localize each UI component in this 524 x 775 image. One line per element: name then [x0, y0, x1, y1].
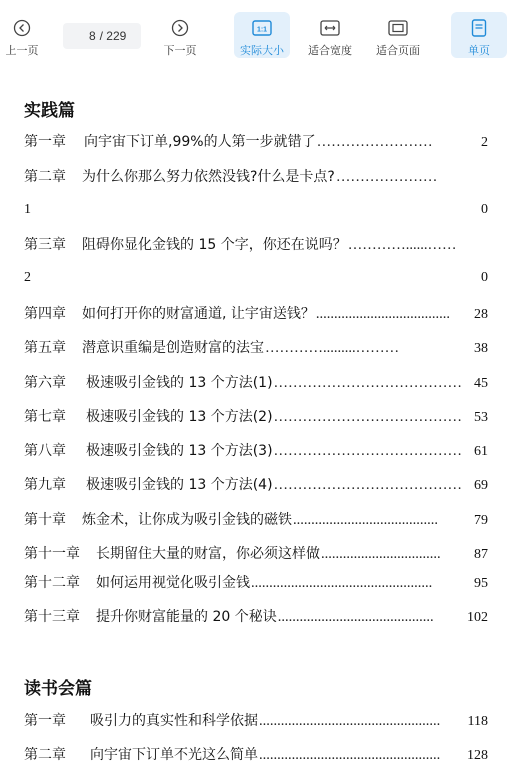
toc-row[interactable]	[24, 744, 488, 766]
toc-leader-dots: …………………	[335, 169, 438, 185]
section-heading-practice: 实践篇	[24, 101, 75, 121]
section-heading-reading-club: 读书会篇	[24, 679, 92, 699]
actual-size-label: 实际大小	[240, 45, 284, 57]
toc-title: 如何打开你的财富通道, 让宇宙送钱？	[82, 306, 315, 322]
fit-page-icon	[388, 18, 408, 38]
toc-page-number: 45	[474, 376, 488, 391]
toc-row[interactable]	[24, 337, 488, 359]
fit-page-label: 适合页面	[376, 45, 420, 57]
toc-wrap-left: 1	[24, 202, 31, 217]
toc-chapter: 第十一章	[24, 546, 80, 562]
toc-chapter: 第一章	[24, 134, 66, 150]
single-page-icon	[471, 18, 487, 38]
toc-row[interactable]	[24, 131, 488, 153]
toc-wrap-left: 2	[24, 270, 31, 285]
actual-size-button[interactable]	[234, 12, 290, 58]
prev-page-label: 上一页	[5, 45, 39, 57]
prev-page-button[interactable]	[2, 12, 42, 58]
toc-chapter: 第一章	[24, 713, 66, 729]
viewer-toolbar	[0, 0, 524, 68]
single-page-button[interactable]	[451, 12, 507, 58]
toc-page-number: 61	[474, 444, 488, 459]
toc-wrap-row	[24, 202, 488, 218]
toc-row[interactable]	[24, 372, 488, 394]
toc-title: 极速吸引金钱的 13 个方法(3)	[86, 443, 273, 459]
toc-page-number: 2	[481, 135, 488, 150]
toc-page-number: 28	[474, 307, 488, 322]
svg-text:1:1: 1:1	[256, 26, 268, 34]
toc-leader-dots: ………….........………	[265, 340, 400, 356]
toc-title: 提升你财富能量的 20 个秘诀	[96, 609, 277, 625]
toc-chapter: 第八章	[24, 443, 66, 459]
toc-page-number: 128	[467, 748, 488, 763]
toc-row[interactable]	[24, 606, 488, 628]
toc-row[interactable]	[24, 406, 488, 428]
toc-chapter: 第十二章	[24, 575, 80, 591]
toc-row[interactable]	[24, 710, 488, 732]
toc-leader-dots: ..................................................	[259, 747, 441, 763]
fit-width-button[interactable]	[302, 12, 358, 58]
toc-title: 长期留住大量的财富，你必须这样做	[96, 546, 320, 562]
toc-page-number: 53	[474, 410, 488, 425]
chevron-left-circle-icon	[13, 18, 31, 38]
toc-leader-dots: …………......……	[347, 237, 457, 253]
toc-chapter: 第三章	[24, 237, 66, 253]
fit-width-icon	[320, 18, 340, 38]
toc-leader-dots: …………………………………	[273, 409, 463, 425]
toc-title: 如何运用视觉化吸引金钱	[96, 575, 250, 591]
actual-size-icon	[252, 18, 272, 38]
toc-chapter: 第五章	[24, 340, 66, 356]
toc-leader-dots: …………………………………	[273, 443, 463, 459]
toc-leader-dots: …………………………………	[273, 375, 463, 391]
toc-leader-dots: ........................................	[293, 512, 438, 528]
toc-row[interactable]	[24, 572, 488, 594]
chevron-right-circle-icon	[171, 18, 189, 38]
page-number-box	[63, 23, 141, 49]
toc-row[interactable]	[24, 474, 488, 496]
toc-chapter: 第十三章	[24, 609, 80, 625]
toc-leader-dots: .....................................	[315, 306, 451, 322]
toc-row[interactable]	[24, 509, 488, 531]
toc-leader-dots: ……………………	[316, 134, 433, 150]
fit-width-label: 适合宽度	[308, 45, 352, 57]
toc-page-number: 102	[467, 610, 488, 625]
toc-chapter: 第七章	[24, 409, 66, 425]
toc-chapter: 第十章	[24, 512, 66, 528]
toc-leader-dots: .................................	[321, 546, 441, 562]
toc-title: 炼金术，让你成为吸引金钱的磁铁	[82, 512, 292, 528]
toc-chapter: 第二章	[24, 747, 66, 763]
toc-row[interactable]	[24, 166, 488, 188]
page-total: / 229	[99, 29, 127, 43]
toc-page-number: 69	[474, 478, 488, 493]
toc-chapter: 第二章	[24, 169, 66, 185]
toc-row[interactable]	[24, 440, 488, 462]
toc-leader-dots: …………………………………	[273, 477, 463, 493]
next-page-button[interactable]	[160, 12, 200, 58]
toc-wrap-right: 0	[481, 270, 488, 285]
toc-title: 阻碍你显化金钱的 15 个字，你还在说吗？	[82, 237, 347, 253]
single-page-label: 单页	[468, 45, 490, 57]
toc-page-number: 95	[474, 576, 488, 591]
toc-title: 极速吸引金钱的 13 个方法(4)	[86, 477, 273, 493]
toc-page-number: 79	[474, 513, 488, 528]
fit-page-button[interactable]	[370, 12, 426, 58]
toc-title: 潜意识重编是创造财富的法宝	[82, 340, 264, 356]
toc-chapter: 第四章	[24, 306, 66, 322]
toc-page-number: 87	[474, 547, 488, 562]
toc-chapter: 第六章	[24, 375, 66, 391]
toc-chapter: 第九章	[24, 477, 66, 493]
toc-row[interactable]	[24, 543, 488, 565]
toc-title: 吸引力的真实性和科学依据	[90, 713, 258, 729]
toc-leader-dots: ...........................................	[277, 609, 434, 625]
toc-title: 向宇宙下订单不光这么简单	[90, 747, 258, 763]
toc-page-number: 38	[474, 341, 488, 356]
toc-row[interactable]	[24, 234, 488, 256]
toc-title: 极速吸引金钱的 13 个方法(2)	[86, 409, 273, 425]
next-page-label: 下一页	[163, 45, 197, 57]
toc-leader-dots: ..................................................	[251, 575, 433, 591]
toc-wrap-right: 0	[481, 202, 488, 217]
toc-row[interactable]	[24, 303, 488, 325]
document-page	[0, 68, 524, 775]
toc-leader-dots: ..................................................	[259, 713, 441, 729]
toc-title: 为什么你那么努力依然没钱?什么是卡点?	[82, 169, 335, 185]
page-number-input[interactable]	[78, 29, 96, 43]
toc-wrap-row	[24, 270, 488, 286]
toc-title: 向宇宙下订单,99%的人第一步就错了	[84, 134, 316, 150]
toc-title: 极速吸引金钱的 13 个方法(1)	[86, 375, 273, 391]
toc-page-number: 118	[467, 714, 488, 729]
